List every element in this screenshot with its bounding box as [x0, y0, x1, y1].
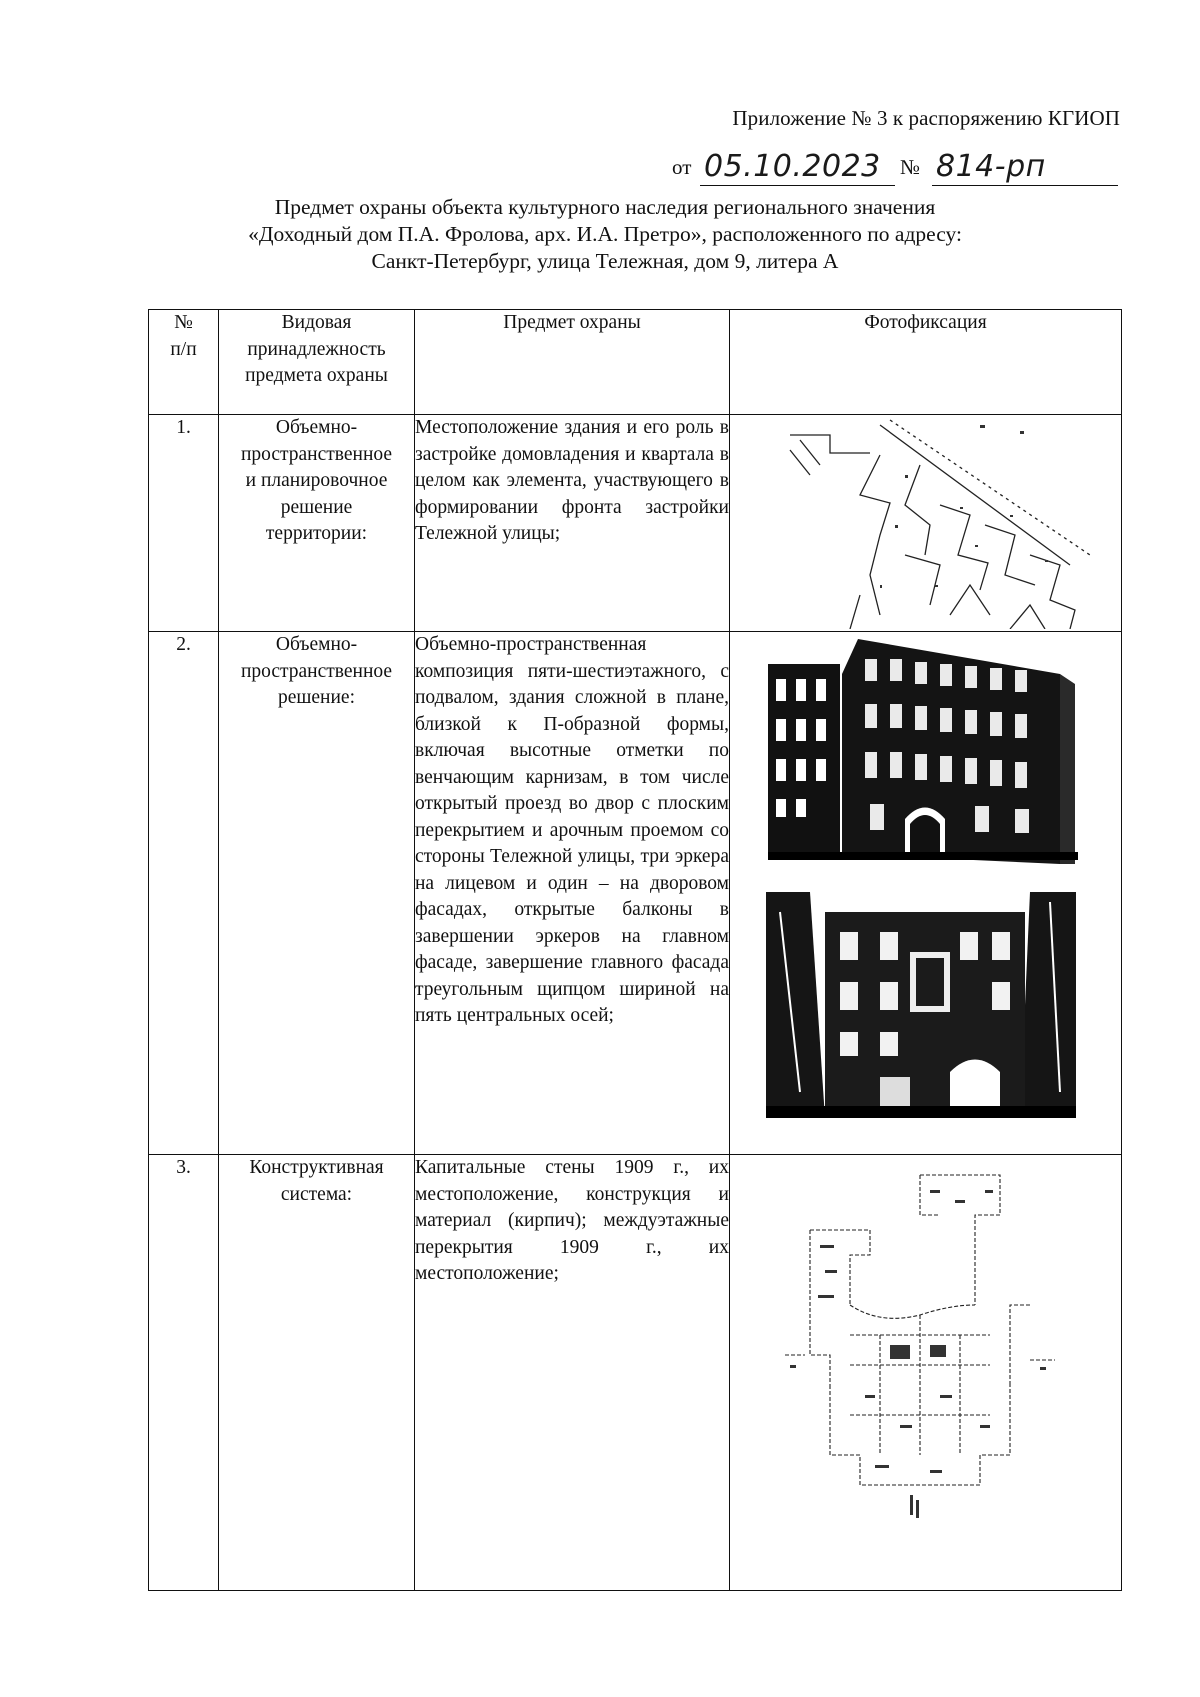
- row-photo: [730, 632, 1122, 1155]
- date-underline: [700, 185, 895, 186]
- row-subject: Объемно-пространственная композиция пяти-шестиэтажного, с подвалом, здания сложной в плане, близкой к П-образной формы, включая высотные отметки по венчающим карнизам, в том числе открытый проезд во двор с плоским перекрытием и арочным проемом со стороны Тележной улицы, три эркера на лицевом и один – на дворовом фасадах, открытые балконы в завершении эркеров на главном фасаде, завершение главного фасада треугольным щипцом шириной на пять центральных осей;: [415, 632, 730, 1155]
- order-date: 05.10.2023: [704, 149, 881, 184]
- number-underline: [932, 185, 1118, 186]
- row-number: 2.: [149, 632, 219, 1155]
- table-row: [149, 632, 1122, 1155]
- site-plan-map-image: [730, 415, 1120, 629]
- header-kind: Видовая принадлежность предмета охраны: [219, 310, 415, 415]
- row-subject: Местоположение здания и его роль в застройке домовладения и квартала в целом как элемента, участвующего в формировании фронта застройки Тележной улицы;: [415, 415, 730, 632]
- row-kind: Объемно- пространственное и планировочное решение территории:: [219, 415, 415, 632]
- order-reference: [672, 146, 1118, 186]
- row-photo: [730, 1155, 1122, 1591]
- facade-photo-street: [730, 634, 1120, 884]
- row-kind: Конструктивная система:: [219, 1155, 415, 1591]
- table-header-row: [149, 310, 1122, 415]
- row-number: 3.: [149, 1155, 219, 1591]
- row-number: 1.: [149, 415, 219, 632]
- row-kind: Объемно- пространственное решение:: [219, 632, 415, 1155]
- floor-plan-drawing-image: [730, 1155, 1120, 1585]
- title-line-3: Санкт-Петербург, улица Тележная, дом 9, литера А: [371, 249, 839, 273]
- header-photo: Фотофиксация: [730, 310, 1122, 415]
- title-line-1: Предмет охраны объекта культурного наследия регионального значения: [274, 195, 936, 219]
- title-line-2: «Доходный дом П.А. Фролова, арх. И.А. Претро», расположенного по адресу:: [248, 222, 962, 246]
- document-title: [150, 194, 1060, 275]
- protection-table: [148, 309, 1122, 1591]
- row-subject: Капитальные стены 1909 г., их местоположение, конструкция и материал (кирпич); междуэтажные перекрытия 1909 г., их местоположение;: [415, 1155, 730, 1591]
- facade-photo-courtyard: [730, 892, 1120, 1128]
- header-num: № п/п: [149, 310, 219, 415]
- number-prefix: №: [900, 155, 921, 179]
- row-photo: [730, 415, 1122, 632]
- date-prefix: от: [672, 155, 692, 179]
- order-number: 814-рп: [936, 149, 1046, 184]
- appendix-caption: Приложение № 3 к распоряжению КГИОП: [732, 106, 1120, 130]
- header-subject: Предмет охраны: [415, 310, 730, 415]
- table-row: [149, 1155, 1122, 1591]
- table-row: [149, 415, 1122, 632]
